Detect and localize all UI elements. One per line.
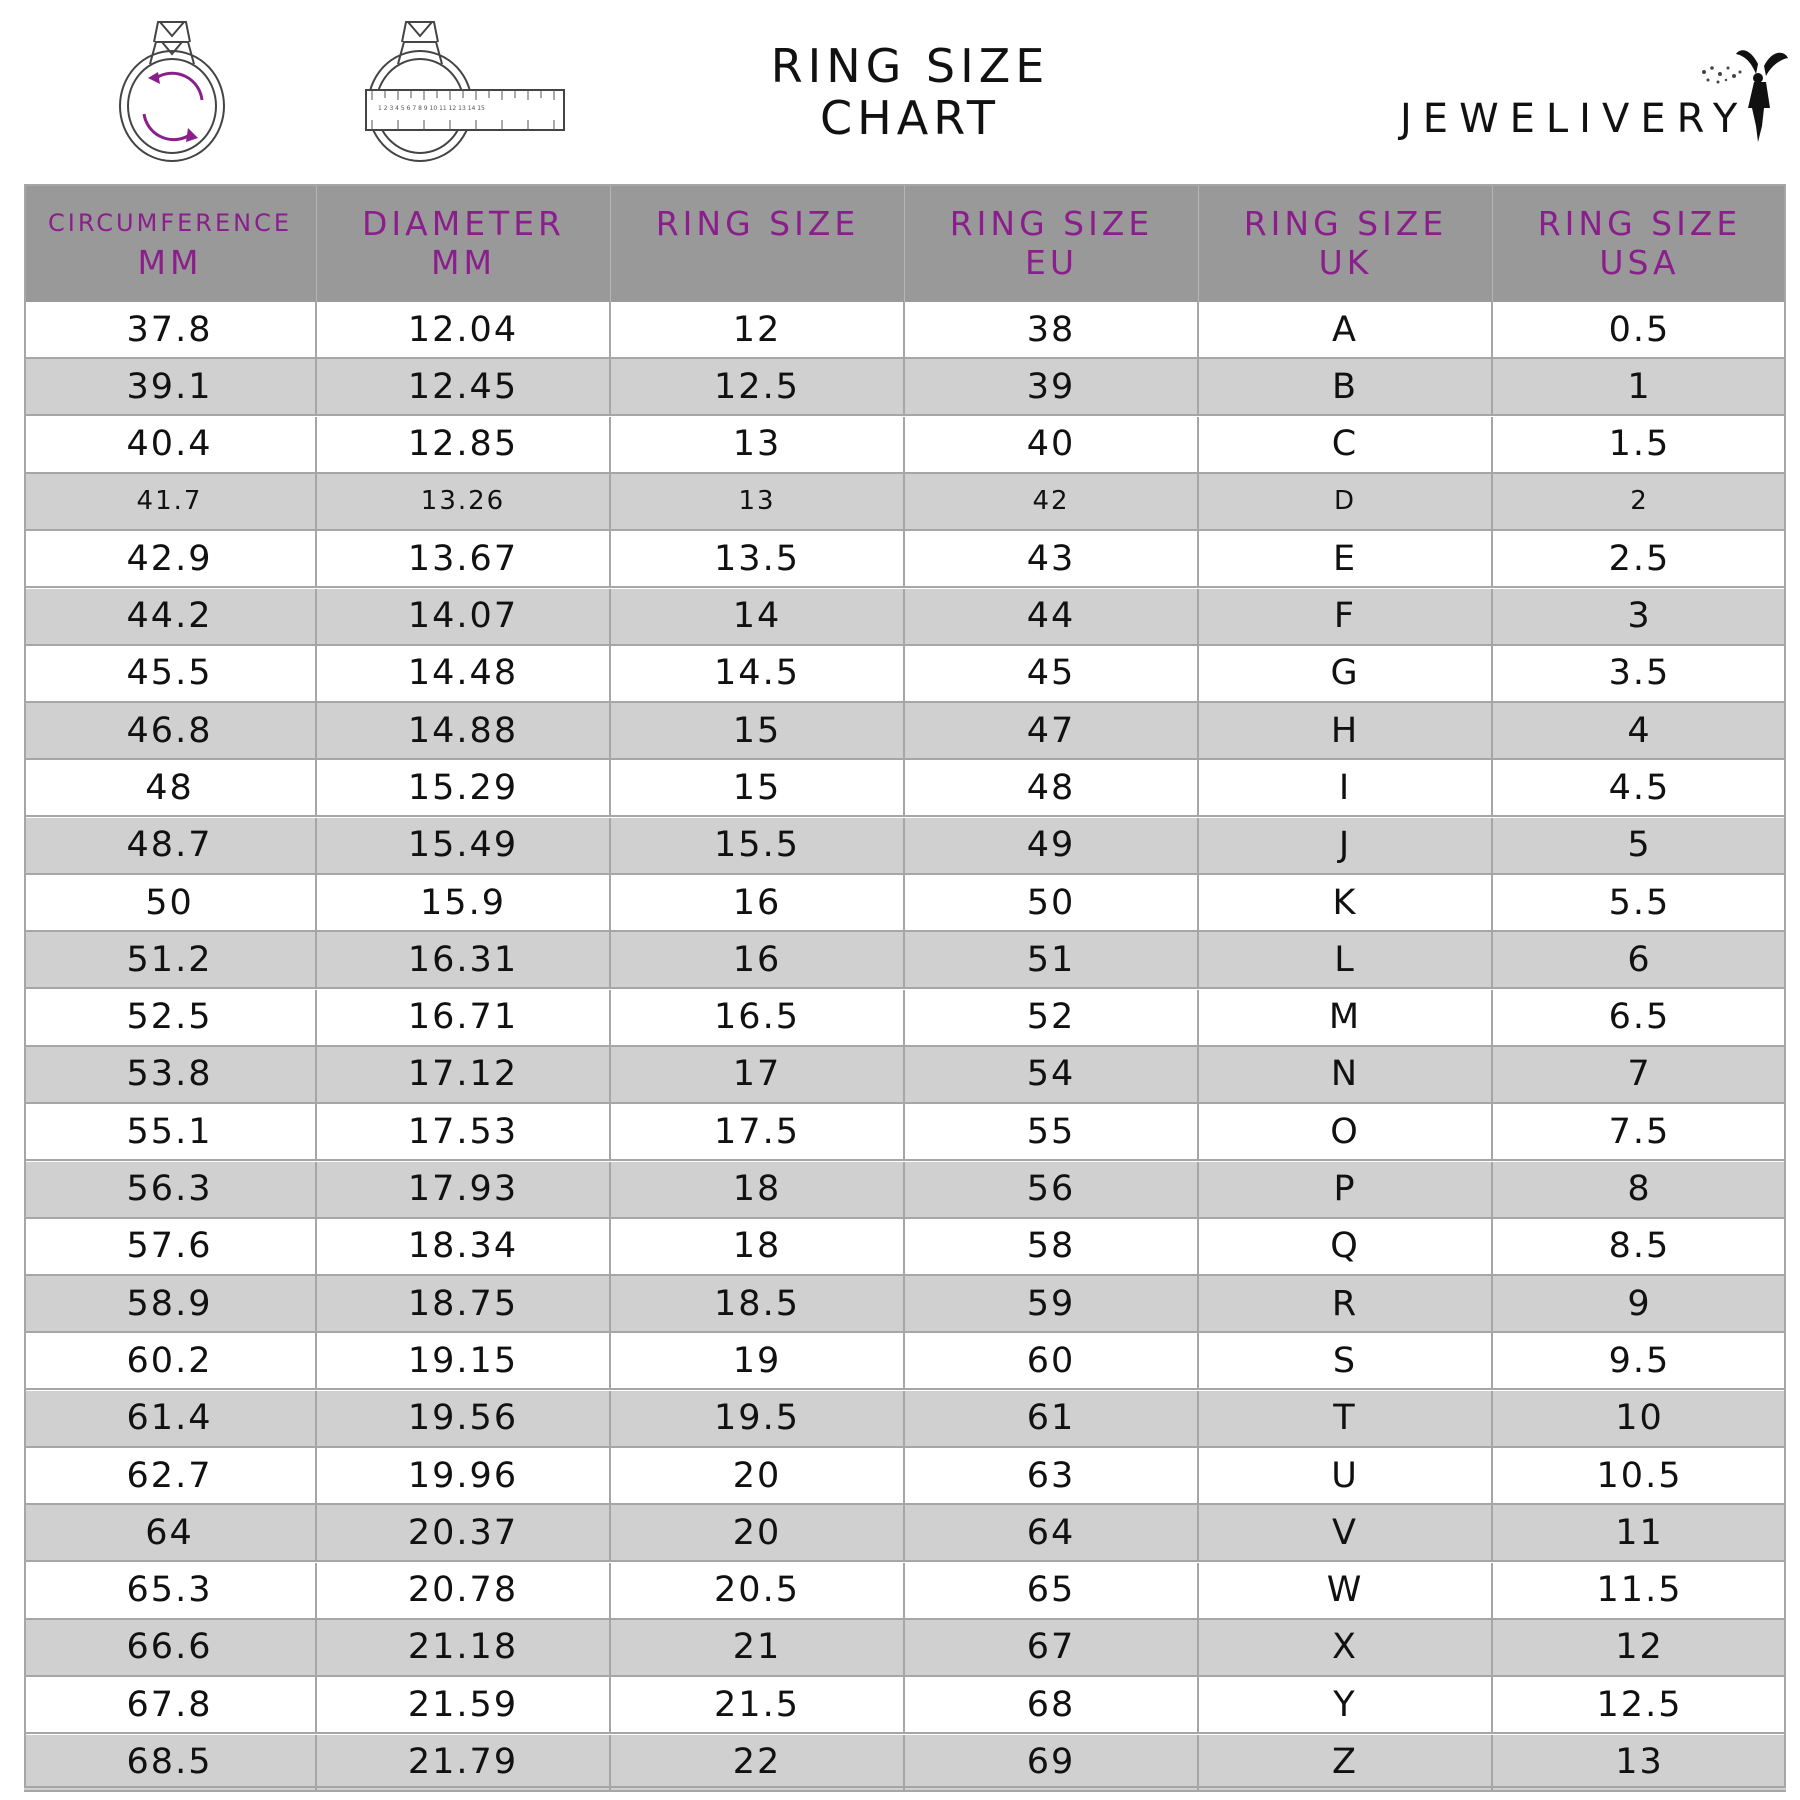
cell-ring-size-uk: A bbox=[1199, 302, 1493, 357]
table-row bbox=[24, 818, 1786, 875]
cell-ring-size-uk: Q bbox=[1199, 1219, 1493, 1274]
cell-circumference: 39.1 bbox=[24, 359, 317, 414]
cell-ring-size-usa: 6.5 bbox=[1608, 997, 1671, 1038]
cell-ring-size: 16 bbox=[611, 875, 905, 930]
cell-diameter: 20.78 bbox=[317, 1563, 611, 1618]
column-header-line-2: MM bbox=[431, 243, 496, 282]
cell-circumference: 61.4 bbox=[24, 1391, 317, 1446]
table-row bbox=[24, 1104, 1786, 1161]
cell-ring-size-eu: 63 bbox=[905, 1448, 1199, 1503]
cell-ring-size-usa: 7.5 bbox=[1608, 1111, 1671, 1152]
cell-diameter: 19.96 bbox=[317, 1448, 611, 1503]
ring-ruler-icon bbox=[362, 14, 572, 164]
cell-ring-size-uk: H bbox=[1199, 703, 1493, 758]
cell-ring-size-usa: 0.5 bbox=[1608, 309, 1671, 350]
cell-diameter: 19.56 bbox=[317, 1391, 611, 1446]
cell-circumference: 55.1 bbox=[24, 1104, 317, 1159]
column-header-line-1: RING SIZE bbox=[655, 204, 860, 243]
table-row bbox=[24, 531, 1786, 588]
cell-ring-size: 13 bbox=[611, 474, 905, 529]
table-row bbox=[24, 875, 1786, 932]
cell-diameter: 18.75 bbox=[317, 1276, 611, 1331]
cell-ring-size: 14.5 bbox=[611, 646, 905, 701]
brand-logo-text: JEWELIVERY bbox=[1400, 96, 1749, 142]
cell-ring-size: 14 bbox=[611, 589, 905, 644]
cell-diameter: 20.37 bbox=[317, 1505, 611, 1560]
column-header-line-2: EU bbox=[1024, 243, 1078, 282]
cell-ring-size-usa: 10.5 bbox=[1596, 1455, 1683, 1496]
cell-ring-size-uk: C bbox=[1199, 417, 1493, 472]
cell-ring-size-usa: 9.5 bbox=[1608, 1340, 1671, 1381]
cell-ring-size: 21.5 bbox=[611, 1677, 905, 1732]
table-row bbox=[24, 359, 1786, 416]
cell-ring-size: 21 bbox=[611, 1620, 905, 1675]
cell-ring-size-uk: U bbox=[1199, 1448, 1493, 1503]
column-header-line-1: RING SIZE bbox=[949, 204, 1154, 243]
cell-ring-size-uk: D bbox=[1199, 474, 1493, 529]
cell-ring-size: 20 bbox=[611, 1505, 905, 1560]
cell-circumference: 42.9 bbox=[24, 531, 317, 586]
column-header-line-2: MM bbox=[137, 243, 203, 282]
cell-ring-size-eu: 69 bbox=[905, 1735, 1199, 1790]
cell-diameter: 16.71 bbox=[317, 990, 611, 1045]
cell-diameter: 19.15 bbox=[317, 1333, 611, 1388]
cell-diameter: 15.49 bbox=[317, 818, 611, 873]
cell-circumference: 65.3 bbox=[24, 1563, 317, 1618]
table-row bbox=[24, 417, 1786, 474]
table-row bbox=[24, 1219, 1786, 1276]
cell-ring-size-usa: 11.5 bbox=[1596, 1570, 1683, 1611]
column-header-line-1: CIRCUMFERENCE bbox=[47, 209, 293, 237]
table-row bbox=[24, 1162, 1786, 1219]
column-header-line-1: RING SIZE bbox=[1243, 204, 1448, 243]
cell-ring-size-eu: 47 bbox=[905, 703, 1199, 758]
cell-diameter: 17.53 bbox=[317, 1104, 611, 1159]
cell-ring-size: 18.5 bbox=[611, 1276, 905, 1331]
cell-circumference: 46.8 bbox=[24, 703, 317, 758]
cell-ring-size-usa: 1.5 bbox=[1608, 424, 1671, 465]
cell-diameter: 21.59 bbox=[317, 1677, 611, 1732]
cell-ring-size-eu: 56 bbox=[905, 1162, 1199, 1217]
cell-circumference: 48 bbox=[24, 760, 317, 815]
cell-ring-size-eu: 59 bbox=[905, 1276, 1199, 1331]
title-line-1: RING SIZE bbox=[770, 39, 1050, 93]
cell-ring-size-usa: 7 bbox=[1627, 1054, 1652, 1095]
cell-ring-size-usa: 12.5 bbox=[1596, 1684, 1683, 1725]
cell-ring-size-usa: 2 bbox=[1630, 486, 1649, 517]
cell-ring-size: 13 bbox=[611, 417, 905, 472]
cell-ring-size-usa: 2.5 bbox=[1608, 538, 1671, 579]
table-row bbox=[24, 1620, 1786, 1677]
table-row bbox=[24, 1448, 1786, 1505]
cell-circumference: 37.8 bbox=[24, 302, 317, 357]
cell-ring-size-usa: 1 bbox=[1627, 366, 1652, 407]
cell-ring-size-uk: K bbox=[1199, 875, 1493, 930]
cell-circumference: 64 bbox=[24, 1505, 317, 1560]
cell-ring-size-usa: 11 bbox=[1615, 1512, 1664, 1553]
cell-ring-size-usa: 10 bbox=[1615, 1398, 1664, 1439]
cell-ring-size: 15 bbox=[611, 760, 905, 815]
cell-ring-size-uk: V bbox=[1199, 1505, 1493, 1560]
cell-ring-size-eu: 58 bbox=[905, 1219, 1199, 1274]
cell-ring-size-uk: G bbox=[1199, 646, 1493, 701]
cell-diameter: 12.85 bbox=[317, 417, 611, 472]
cell-ring-size-usa: 9 bbox=[1627, 1283, 1652, 1324]
cell-ring-size-eu: 39 bbox=[905, 359, 1199, 414]
cell-ring-size: 20 bbox=[611, 1448, 905, 1503]
cell-diameter: 17.12 bbox=[317, 1047, 611, 1102]
cell-ring-size: 16 bbox=[611, 932, 905, 987]
cell-ring-size: 20.5 bbox=[611, 1563, 905, 1618]
cell-ring-size-uk: I bbox=[1199, 760, 1493, 815]
table-row bbox=[24, 1333, 1786, 1390]
cell-ring-size-eu: 64 bbox=[905, 1505, 1199, 1560]
cell-ring-size-usa: 12 bbox=[1615, 1627, 1664, 1668]
cell-ring-size: 18 bbox=[611, 1219, 905, 1274]
cell-diameter: 12.04 bbox=[317, 302, 611, 357]
cell-ring-size-eu: 38 bbox=[905, 302, 1199, 357]
cell-ring-size-uk: X bbox=[1199, 1620, 1493, 1675]
cell-diameter: 16.31 bbox=[317, 932, 611, 987]
cell-ring-size-uk: F bbox=[1199, 589, 1493, 644]
fairy-icon bbox=[1700, 46, 1792, 146]
cell-diameter: 13.67 bbox=[317, 531, 611, 586]
cell-ring-size-usa: 4 bbox=[1627, 710, 1652, 751]
cell-ring-size: 13.5 bbox=[611, 531, 905, 586]
table-row bbox=[24, 990, 1786, 1047]
cell-ring-size-uk: S bbox=[1199, 1333, 1493, 1388]
ring-rotate-icon bbox=[110, 14, 240, 164]
cell-ring-size: 19 bbox=[611, 1333, 905, 1388]
cell-circumference: 44.2 bbox=[24, 589, 317, 644]
cell-diameter: 14.48 bbox=[317, 646, 611, 701]
cell-diameter: 21.18 bbox=[317, 1620, 611, 1675]
cell-ring-size-uk: N bbox=[1199, 1047, 1493, 1102]
cell-ring-size-usa: 4.5 bbox=[1608, 767, 1671, 808]
cell-diameter: 14.07 bbox=[317, 589, 611, 644]
column-header-line-2: USA bbox=[1599, 243, 1680, 282]
cell-circumference: 52.5 bbox=[24, 990, 317, 1045]
cell-ring-size-uk: E bbox=[1199, 531, 1493, 586]
column-header-ring-size-usa bbox=[1493, 184, 1786, 302]
title-line-2: CHART bbox=[820, 91, 1000, 145]
cell-circumference: 51.2 bbox=[24, 932, 317, 987]
cell-ring-size-eu: 43 bbox=[905, 531, 1199, 586]
cell-ring-size: 15 bbox=[611, 703, 905, 758]
cell-diameter: 14.88 bbox=[317, 703, 611, 758]
column-header-ring-size bbox=[611, 184, 905, 302]
cell-ring-size: 17.5 bbox=[611, 1104, 905, 1159]
cell-circumference: 68.5 bbox=[24, 1735, 317, 1790]
cell-ring-size-eu: 52 bbox=[905, 990, 1199, 1045]
cell-ring-size-uk: Y bbox=[1199, 1677, 1493, 1732]
ring-size-table bbox=[24, 184, 1786, 1788]
cell-ring-size-uk: T bbox=[1199, 1391, 1493, 1446]
cell-ring-size-usa: 3.5 bbox=[1608, 653, 1671, 694]
cell-ring-size: 19.5 bbox=[611, 1391, 905, 1446]
cell-circumference: 45.5 bbox=[24, 646, 317, 701]
cell-diameter: 18.34 bbox=[317, 1219, 611, 1274]
cell-ring-size-usa: 3 bbox=[1627, 596, 1652, 636]
cell-circumference: 60.2 bbox=[24, 1333, 317, 1388]
cell-circumference: 53.8 bbox=[24, 1047, 317, 1102]
cell-circumference: 57.6 bbox=[24, 1219, 317, 1274]
cell-circumference: 67.8 bbox=[24, 1677, 317, 1732]
table-row bbox=[24, 1276, 1786, 1333]
table-row bbox=[24, 703, 1786, 760]
page-title bbox=[690, 40, 1130, 144]
cell-circumference: 58.9 bbox=[24, 1276, 317, 1331]
cell-circumference: 62.7 bbox=[24, 1448, 317, 1503]
column-header-ring-size-eu bbox=[905, 184, 1199, 302]
table-row bbox=[24, 932, 1786, 989]
cell-circumference: 66.6 bbox=[24, 1620, 317, 1675]
cell-ring-size: 17 bbox=[611, 1047, 905, 1102]
column-header-diameter bbox=[317, 184, 611, 302]
cell-ring-size-uk: R bbox=[1199, 1276, 1493, 1331]
ruler-ticks-label: 1 2 3 4 5 6 7 8 9 10 11 12 13 14 15 bbox=[378, 105, 485, 112]
column-header-line-2: UK bbox=[1318, 243, 1373, 282]
cell-ring-size-usa: 8 bbox=[1627, 1169, 1652, 1209]
cell-ring-size-usa: 5 bbox=[1627, 825, 1652, 866]
cell-ring-size-uk: B bbox=[1199, 359, 1493, 414]
table-header-row bbox=[24, 184, 1786, 302]
cell-ring-size: 15.5 bbox=[611, 818, 905, 873]
cell-ring-size-uk: Z bbox=[1199, 1735, 1493, 1790]
cell-ring-size-usa: 8.5 bbox=[1608, 1226, 1671, 1267]
table-row bbox=[24, 1677, 1786, 1734]
cell-diameter: 17.93 bbox=[317, 1162, 611, 1217]
cell-ring-size-eu: 50 bbox=[905, 875, 1199, 930]
column-header-line-1: DIAMETER bbox=[362, 204, 565, 243]
table-row bbox=[24, 1563, 1786, 1620]
column-header-line-1: RING SIZE bbox=[1537, 204, 1742, 243]
cell-ring-size-eu: 55 bbox=[905, 1104, 1199, 1159]
cell-circumference: 40.4 bbox=[24, 417, 317, 472]
cell-ring-size-uk: P bbox=[1199, 1162, 1493, 1217]
cell-diameter: 12.45 bbox=[317, 359, 611, 414]
cell-ring-size-usa: 6 bbox=[1627, 939, 1652, 980]
cell-ring-size: 18 bbox=[611, 1162, 905, 1217]
table-row bbox=[24, 589, 1786, 646]
cell-ring-size-usa: 5.5 bbox=[1608, 882, 1671, 923]
cell-ring-size-eu: 60 bbox=[905, 1333, 1199, 1388]
cell-ring-size-eu: 54 bbox=[905, 1047, 1199, 1102]
table-row bbox=[24, 1505, 1786, 1562]
cell-circumference: 56.3 bbox=[24, 1162, 317, 1217]
column-header-ring-size-uk bbox=[1199, 184, 1493, 302]
table-row bbox=[24, 760, 1786, 817]
cell-ring-size: 12.5 bbox=[611, 359, 905, 414]
cell-ring-size: 16.5 bbox=[611, 990, 905, 1045]
cell-ring-size-eu: 45 bbox=[905, 646, 1199, 701]
table-row bbox=[24, 1735, 1786, 1792]
cell-ring-size: 12 bbox=[611, 302, 905, 357]
cell-ring-size-uk: J bbox=[1199, 818, 1493, 873]
cell-ring-size-uk: M bbox=[1199, 990, 1493, 1045]
cell-ring-size-uk: W bbox=[1199, 1563, 1493, 1618]
table-row bbox=[24, 1391, 1786, 1448]
cell-diameter: 15.9 bbox=[317, 875, 611, 930]
table-row bbox=[24, 302, 1786, 359]
cell-ring-size-eu: 61 bbox=[905, 1391, 1199, 1446]
cell-circumference: 48.7 bbox=[24, 818, 317, 873]
table-row bbox=[24, 474, 1786, 531]
table-row bbox=[24, 1047, 1786, 1104]
table-row bbox=[24, 646, 1786, 703]
cell-ring-size-uk: O bbox=[1199, 1104, 1493, 1159]
cell-ring-size-eu: 65 bbox=[905, 1563, 1199, 1618]
cell-circumference: 50 bbox=[24, 875, 317, 930]
cell-ring-size-usa: 13 bbox=[1615, 1742, 1664, 1782]
cell-ring-size-eu: 40 bbox=[905, 417, 1199, 472]
cell-ring-size-eu: 67 bbox=[905, 1620, 1199, 1675]
cell-ring-size-eu: 48 bbox=[905, 760, 1199, 815]
cell-circumference: 41.7 bbox=[24, 474, 317, 529]
cell-ring-size-eu: 49 bbox=[905, 818, 1199, 873]
cell-diameter: 21.79 bbox=[317, 1735, 611, 1790]
cell-diameter: 15.29 bbox=[317, 760, 611, 815]
cell-diameter: 13.26 bbox=[317, 474, 611, 529]
cell-ring-size: 22 bbox=[611, 1735, 905, 1790]
cell-ring-size-eu: 68 bbox=[905, 1677, 1199, 1732]
cell-ring-size-eu: 51 bbox=[905, 932, 1199, 987]
cell-ring-size-uk: L bbox=[1199, 932, 1493, 987]
column-header-circumference bbox=[24, 184, 317, 302]
cell-ring-size-eu: 42 bbox=[905, 474, 1199, 529]
cell-ring-size-eu: 44 bbox=[905, 589, 1199, 644]
